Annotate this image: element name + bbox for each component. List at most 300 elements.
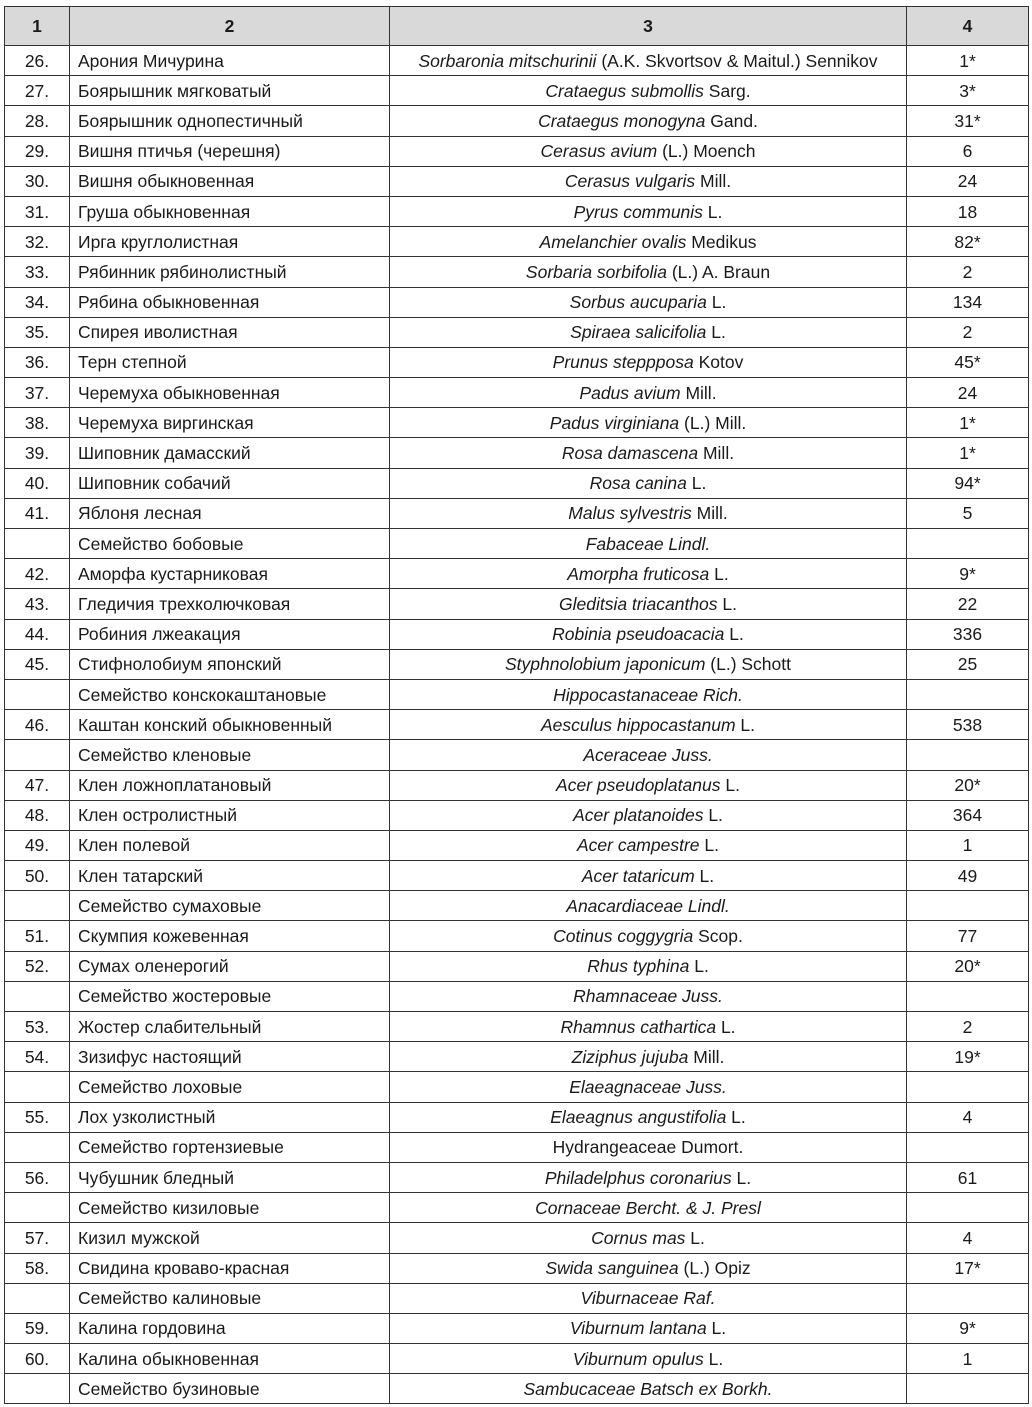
latin-name xyxy=(390,1313,907,1343)
latin-name xyxy=(390,1102,907,1132)
latin-name xyxy=(390,468,907,498)
specimen-count: 82* xyxy=(907,227,1029,257)
specimen-count: 2 xyxy=(907,317,1029,347)
latin-name-authority: (L.) Schott xyxy=(705,654,791,675)
table-row xyxy=(5,770,1029,800)
latin-name-italic: Viburnaceae Raf. xyxy=(580,1288,716,1309)
specimen-count: 3* xyxy=(907,76,1029,106)
specimen-count xyxy=(907,1283,1029,1313)
latin-name-italic: Sambucaceae Batsch ex Borkh. xyxy=(523,1378,773,1399)
specimen-count: 1* xyxy=(907,438,1029,468)
latin-name xyxy=(390,861,907,891)
latin-name-italic: Acer campestre xyxy=(576,835,700,856)
table-row xyxy=(5,468,1029,498)
row-number: 60. xyxy=(5,1344,70,1374)
latin-name-authority: Kotov xyxy=(693,352,744,373)
family-row xyxy=(5,891,1029,921)
row-number: 41. xyxy=(5,498,70,528)
latin-name xyxy=(390,891,907,921)
russian-name: Робиния лжеакация xyxy=(70,619,390,649)
latin-name xyxy=(390,438,907,468)
latin-name-authority: L. xyxy=(689,956,709,977)
specimen-count: 18 xyxy=(907,196,1029,226)
table-row xyxy=(5,136,1029,166)
row-number: 49. xyxy=(5,830,70,860)
russian-name: Гледичия трехколючковая xyxy=(70,589,390,619)
latin-name xyxy=(390,106,907,136)
latin-name xyxy=(390,408,907,438)
latin-name xyxy=(390,1193,907,1223)
latin-name xyxy=(390,951,907,981)
table-row xyxy=(5,1012,1029,1042)
row-number: 27. xyxy=(5,76,70,106)
latin-name-italic: Rhamnus cathartica xyxy=(560,1016,717,1037)
specimen-count: 77 xyxy=(907,921,1029,951)
species-table xyxy=(4,6,1029,1404)
specimen-count: 9* xyxy=(907,1313,1029,1343)
latin-name-authority: (L.) A. Braun xyxy=(666,261,771,282)
row-number: 36. xyxy=(5,347,70,377)
table-row xyxy=(5,287,1029,317)
latin-name-authority: (L.) Mill. xyxy=(679,412,747,433)
specimen-count: 19* xyxy=(907,1042,1029,1072)
table-row xyxy=(5,589,1029,619)
latin-name-italic: Anacardiaceae Lindl. xyxy=(566,895,730,916)
latin-name-authority: L. xyxy=(703,1348,724,1369)
specimen-count: 2 xyxy=(907,257,1029,287)
latin-name-italic: Cotinus coggygria xyxy=(553,926,694,947)
russian-name: Вишня обыкновенная xyxy=(70,166,390,196)
latin-name-authority: Mill. xyxy=(688,1046,725,1067)
latin-name-italic: Amelanchier ovalis xyxy=(539,231,687,252)
family-row xyxy=(5,529,1029,559)
row-number: 40. xyxy=(5,468,70,498)
specimen-count xyxy=(907,1193,1029,1223)
latin-name-italic: Viburnum lantana xyxy=(569,1318,707,1339)
latin-name-authority: L. xyxy=(724,624,744,645)
latin-name-italic: Philadelphus coronarius xyxy=(544,1167,732,1188)
latin-name xyxy=(390,921,907,951)
latin-name-authority: Sarg. xyxy=(703,80,751,101)
specimen-count xyxy=(907,529,1029,559)
latin-name xyxy=(390,317,907,347)
latin-name xyxy=(390,1162,907,1192)
latin-name-authority: Hydrangeaceae Dumort. xyxy=(552,1137,744,1158)
row-number: 32. xyxy=(5,227,70,257)
russian-name: Клен остролистный xyxy=(70,800,390,830)
table-row xyxy=(5,106,1029,136)
russian-name: Жостер слабительный xyxy=(70,1012,390,1042)
latin-name-italic: Padus avium xyxy=(579,382,681,403)
latin-name xyxy=(390,1374,907,1404)
russian-name: Лох узколистный xyxy=(70,1102,390,1132)
table-row xyxy=(5,1102,1029,1132)
table-row xyxy=(5,559,1029,589)
specimen-count: 31* xyxy=(907,106,1029,136)
table-row xyxy=(5,710,1029,740)
latin-name xyxy=(390,529,907,559)
russian-name: Ирга круглолистная xyxy=(70,227,390,257)
latin-name xyxy=(390,710,907,740)
table-header xyxy=(5,7,1029,46)
latin-name-italic: Spiraea salicifolia xyxy=(570,322,707,343)
latin-name xyxy=(390,649,907,679)
latin-name-authority: L. xyxy=(699,835,719,856)
row-number xyxy=(5,740,70,770)
specimen-count: 6 xyxy=(907,136,1029,166)
table-row xyxy=(5,830,1029,860)
row-number: 55. xyxy=(5,1102,70,1132)
row-number: 26. xyxy=(5,46,70,76)
row-number: 28. xyxy=(5,106,70,136)
row-number: 47. xyxy=(5,770,70,800)
russian-name: Шиповник дамасский xyxy=(70,438,390,468)
latin-name-italic: Amorpha fruticosa xyxy=(567,563,710,584)
latin-name xyxy=(390,679,907,709)
row-number: 42. xyxy=(5,559,70,589)
header-row xyxy=(5,7,1029,46)
latin-name xyxy=(390,378,907,408)
table-row xyxy=(5,1223,1029,1253)
table-row xyxy=(5,408,1029,438)
table-row xyxy=(5,861,1029,891)
latin-name-italic: Viburnum opulus xyxy=(572,1348,704,1369)
latin-name-italic: Sorbaria sorbifolia xyxy=(525,261,667,282)
russian-name: Аморфа кустарниковая xyxy=(70,559,390,589)
russian-name: Семейство бузиновые xyxy=(70,1374,390,1404)
row-number xyxy=(5,679,70,709)
row-number: 39. xyxy=(5,438,70,468)
latin-name xyxy=(390,46,907,76)
latin-name-italic: Malus sylvestris xyxy=(568,503,692,524)
row-number: 46. xyxy=(5,710,70,740)
family-row xyxy=(5,981,1029,1011)
russian-name: Арония Мичурина xyxy=(70,46,390,76)
specimen-count: 45* xyxy=(907,347,1029,377)
russian-name: Груша обыкновенная xyxy=(70,196,390,226)
russian-name: Вишня птичья (черешня) xyxy=(70,136,390,166)
latin-name-italic: Aesculus hippocastanum xyxy=(540,714,736,735)
latin-name-italic: Ziziphus jujuba xyxy=(571,1046,689,1067)
russian-name: Спирея иволистная xyxy=(70,317,390,347)
latin-name-italic: Fabaceae Lindl. xyxy=(585,533,711,554)
row-number: 50. xyxy=(5,861,70,891)
specimen-count xyxy=(907,891,1029,921)
russian-name: Кизил мужской xyxy=(70,1223,390,1253)
specimen-count xyxy=(907,1374,1029,1404)
row-number: 30. xyxy=(5,166,70,196)
specimen-count: 25 xyxy=(907,649,1029,679)
row-number xyxy=(5,1374,70,1404)
row-number: 51. xyxy=(5,921,70,951)
specimen-count: 61 xyxy=(907,1162,1029,1192)
specimen-count: 538 xyxy=(907,710,1029,740)
russian-name: Семейство лоховые xyxy=(70,1072,390,1102)
latin-name xyxy=(390,498,907,528)
row-number: 31. xyxy=(5,196,70,226)
table-row xyxy=(5,1162,1029,1192)
latin-name-authority: (A.K. Skvortsov & Maitul.) Sennikov xyxy=(596,50,878,71)
row-number: 38. xyxy=(5,408,70,438)
specimen-count: 22 xyxy=(907,589,1029,619)
latin-name-italic: Gleditsia triacanthos xyxy=(558,593,718,614)
specimen-count: 1 xyxy=(907,1344,1029,1374)
column-header-1: 1 xyxy=(5,7,70,46)
family-row xyxy=(5,1132,1029,1162)
latin-name xyxy=(390,347,907,377)
row-number: 44. xyxy=(5,619,70,649)
row-number: 58. xyxy=(5,1253,70,1283)
specimen-count: 24 xyxy=(907,378,1029,408)
row-number: 43. xyxy=(5,589,70,619)
latin-name-authority: L. xyxy=(686,473,707,494)
russian-name: Семейство сумаховые xyxy=(70,891,390,921)
row-number: 45. xyxy=(5,649,70,679)
table-row xyxy=(5,76,1029,106)
latin-name xyxy=(390,1344,907,1374)
column-header-4: 4 xyxy=(907,7,1029,46)
latin-name-italic: Crataegus monogyna xyxy=(538,110,706,131)
table-row xyxy=(5,498,1029,528)
latin-name-authority: Mill. xyxy=(695,171,732,192)
table-row xyxy=(5,921,1029,951)
family-row xyxy=(5,1072,1029,1102)
latin-name xyxy=(390,1223,907,1253)
latin-name xyxy=(390,1072,907,1102)
latin-name-authority: L. xyxy=(685,1227,705,1248)
latin-name-authority: L. xyxy=(716,1016,736,1037)
latin-name-authority: Mill. xyxy=(698,443,735,464)
latin-name-authority: Mill. xyxy=(680,382,717,403)
family-row xyxy=(5,679,1029,709)
latin-name-authority: Mill. xyxy=(691,503,728,524)
latin-name xyxy=(390,770,907,800)
latin-name xyxy=(390,1012,907,1042)
latin-name xyxy=(390,227,907,257)
row-number xyxy=(5,1193,70,1223)
table-row xyxy=(5,649,1029,679)
latin-name-authority: L. xyxy=(735,714,756,735)
latin-name-italic: Padus virginiana xyxy=(549,412,680,433)
russian-name: Черемуха обыкновенная xyxy=(70,378,390,408)
russian-name: Семейство жостеровые xyxy=(70,981,390,1011)
latin-name-authority: Gand. xyxy=(705,110,758,131)
table-row xyxy=(5,1042,1029,1072)
russian-name: Зизифус настоящий xyxy=(70,1042,390,1072)
row-number: 52. xyxy=(5,951,70,981)
specimen-count: 4 xyxy=(907,1223,1029,1253)
row-number xyxy=(5,529,70,559)
table-row xyxy=(5,317,1029,347)
russian-name: Терн степной xyxy=(70,347,390,377)
latin-name-italic: Acer tataricum xyxy=(581,865,695,886)
row-number: 57. xyxy=(5,1223,70,1253)
latin-name-italic: Crataegus submollis xyxy=(545,80,704,101)
specimen-count: 17* xyxy=(907,1253,1029,1283)
table-row xyxy=(5,257,1029,287)
table-row xyxy=(5,378,1029,408)
specimen-count: 2 xyxy=(907,1012,1029,1042)
latin-name-italic: Prunus steppposa xyxy=(552,352,694,373)
latin-name xyxy=(390,287,907,317)
latin-name-italic: Elaeagnus angustifolia xyxy=(550,1107,727,1128)
latin-name-italic: Rosa canina xyxy=(589,473,687,494)
specimen-count: 1* xyxy=(907,408,1029,438)
specimen-count xyxy=(907,1072,1029,1102)
row-number: 56. xyxy=(5,1162,70,1192)
table-row xyxy=(5,438,1029,468)
table-row xyxy=(5,196,1029,226)
latin-name xyxy=(390,740,907,770)
latin-name xyxy=(390,76,907,106)
row-number: 48. xyxy=(5,800,70,830)
latin-name xyxy=(390,619,907,649)
russian-name: Семейство гортензиевые xyxy=(70,1132,390,1162)
russian-name: Семейство кленовые xyxy=(70,740,390,770)
latin-name-authority: L. xyxy=(694,865,715,886)
latin-name-authority: L. xyxy=(731,1167,752,1188)
row-number xyxy=(5,1283,70,1313)
russian-name: Боярышник однопестичный xyxy=(70,106,390,136)
latin-name xyxy=(390,257,907,287)
row-number: 34. xyxy=(5,287,70,317)
russian-name: Каштан конский обыкновенный xyxy=(70,710,390,740)
latin-name xyxy=(390,559,907,589)
specimen-count: 1 xyxy=(907,830,1029,860)
latin-name-authority: L. xyxy=(706,292,727,313)
russian-name: Черемуха виргинская xyxy=(70,408,390,438)
russian-name: Клен ложноплатановый xyxy=(70,770,390,800)
latin-name-italic: Cornus mas xyxy=(591,1227,686,1248)
specimen-count: 49 xyxy=(907,861,1029,891)
russian-name: Сумах оленерогий xyxy=(70,951,390,981)
latin-name-italic: Cerasus vulgaris xyxy=(564,171,696,192)
family-row xyxy=(5,1283,1029,1313)
latin-name-authority: L. xyxy=(706,322,726,343)
specimen-count: 24 xyxy=(907,166,1029,196)
russian-name: Скумпия кожевенная xyxy=(70,921,390,951)
latin-name-authority: L. xyxy=(717,593,738,614)
latin-name-authority: Scop. xyxy=(693,926,743,947)
russian-name: Чубушник бледный xyxy=(70,1162,390,1192)
latin-name xyxy=(390,196,907,226)
latin-name-italic: Cornaceae Bercht. & J. Presl xyxy=(535,1197,761,1218)
russian-name: Рябинник рябинолистный xyxy=(70,257,390,287)
table-row xyxy=(5,347,1029,377)
family-row xyxy=(5,1193,1029,1223)
latin-name xyxy=(390,166,907,196)
latin-name-authority: L. xyxy=(706,1318,727,1339)
russian-name: Калина обыкновенная xyxy=(70,1344,390,1374)
latin-name-italic: Hippocastanaceae Rich. xyxy=(553,684,743,705)
latin-name-italic: Sorbaronia mitschurinii xyxy=(418,50,597,71)
latin-name-italic: Rosa damascena xyxy=(561,443,699,464)
table-row xyxy=(5,1253,1029,1283)
table-row xyxy=(5,1344,1029,1374)
specimen-count xyxy=(907,740,1029,770)
row-number xyxy=(5,1132,70,1162)
specimen-count: 20* xyxy=(907,951,1029,981)
latin-name-italic: Swida sanguinea xyxy=(545,1258,679,1279)
latin-name-italic: Acer platanoides xyxy=(573,805,704,826)
latin-name-italic: Elaeagnaceae Juss. xyxy=(569,1076,727,1097)
latin-name xyxy=(390,800,907,830)
table-row xyxy=(5,800,1029,830)
row-number: 33. xyxy=(5,257,70,287)
row-number: 59. xyxy=(5,1313,70,1343)
russian-name: Свидина кроваво-красная xyxy=(70,1253,390,1283)
specimen-count: 94* xyxy=(907,468,1029,498)
latin-name xyxy=(390,589,907,619)
latin-name-italic: Rhus typhina xyxy=(587,956,690,977)
latin-name xyxy=(390,1283,907,1313)
latin-name-authority: L. xyxy=(703,805,723,826)
specimen-count: 336 xyxy=(907,619,1029,649)
latin-name-authority: L. xyxy=(726,1107,746,1128)
latin-name xyxy=(390,981,907,1011)
specimen-count: 4 xyxy=(907,1102,1029,1132)
row-number: 53. xyxy=(5,1012,70,1042)
family-row xyxy=(5,740,1029,770)
specimen-count: 1* xyxy=(907,46,1029,76)
latin-name-authority: (L.) Opiz xyxy=(678,1258,751,1279)
latin-name-authority: L. xyxy=(720,775,740,796)
row-number xyxy=(5,1072,70,1102)
column-header-2: 2 xyxy=(70,7,390,46)
specimen-count: 364 xyxy=(907,800,1029,830)
specimen-count xyxy=(907,679,1029,709)
latin-name-authority: L. xyxy=(702,201,723,222)
latin-name-italic: Robinia pseudoacacia xyxy=(552,624,725,645)
latin-name xyxy=(390,830,907,860)
russian-name: Семейство конскокаштановые xyxy=(70,679,390,709)
table-row xyxy=(5,951,1029,981)
russian-name: Калина гордовина xyxy=(70,1313,390,1343)
russian-name: Клен полевой xyxy=(70,830,390,860)
column-header-3: 3 xyxy=(390,7,907,46)
latin-name-italic: Rhamnaceae Juss. xyxy=(573,986,723,1007)
latin-name-italic: Pyrus communis xyxy=(573,201,703,222)
family-row xyxy=(5,1374,1029,1404)
latin-name xyxy=(390,1132,907,1162)
specimen-count: 5 xyxy=(907,498,1029,528)
russian-name: Яблоня лесная xyxy=(70,498,390,528)
table-row xyxy=(5,166,1029,196)
table-row xyxy=(5,1313,1029,1343)
table-row xyxy=(5,46,1029,76)
specimen-count xyxy=(907,981,1029,1011)
russian-name: Семейство кизиловые xyxy=(70,1193,390,1223)
row-number xyxy=(5,891,70,921)
row-number: 37. xyxy=(5,378,70,408)
latin-name-italic: Sorbus aucuparia xyxy=(569,292,707,313)
specimen-count: 134 xyxy=(907,287,1029,317)
latin-name-italic: Acer pseudoplatanus xyxy=(556,775,721,796)
latin-name xyxy=(390,1042,907,1072)
russian-name: Стифнолобиум японский xyxy=(70,649,390,679)
latin-name-authority: L. xyxy=(709,563,729,584)
russian-name: Клен татарский xyxy=(70,861,390,891)
latin-name-authority: Medikus xyxy=(686,231,757,252)
russian-name: Рябина обыкновенная xyxy=(70,287,390,317)
table-body xyxy=(5,46,1029,1404)
specimen-count: 9* xyxy=(907,559,1029,589)
latin-name xyxy=(390,1253,907,1283)
latin-name-authority: (L.) Moench xyxy=(657,141,756,162)
russian-name: Семейство бобовые xyxy=(70,529,390,559)
russian-name: Боярышник мягковатый xyxy=(70,76,390,106)
latin-name-italic: Aceraceae Juss. xyxy=(583,744,713,765)
